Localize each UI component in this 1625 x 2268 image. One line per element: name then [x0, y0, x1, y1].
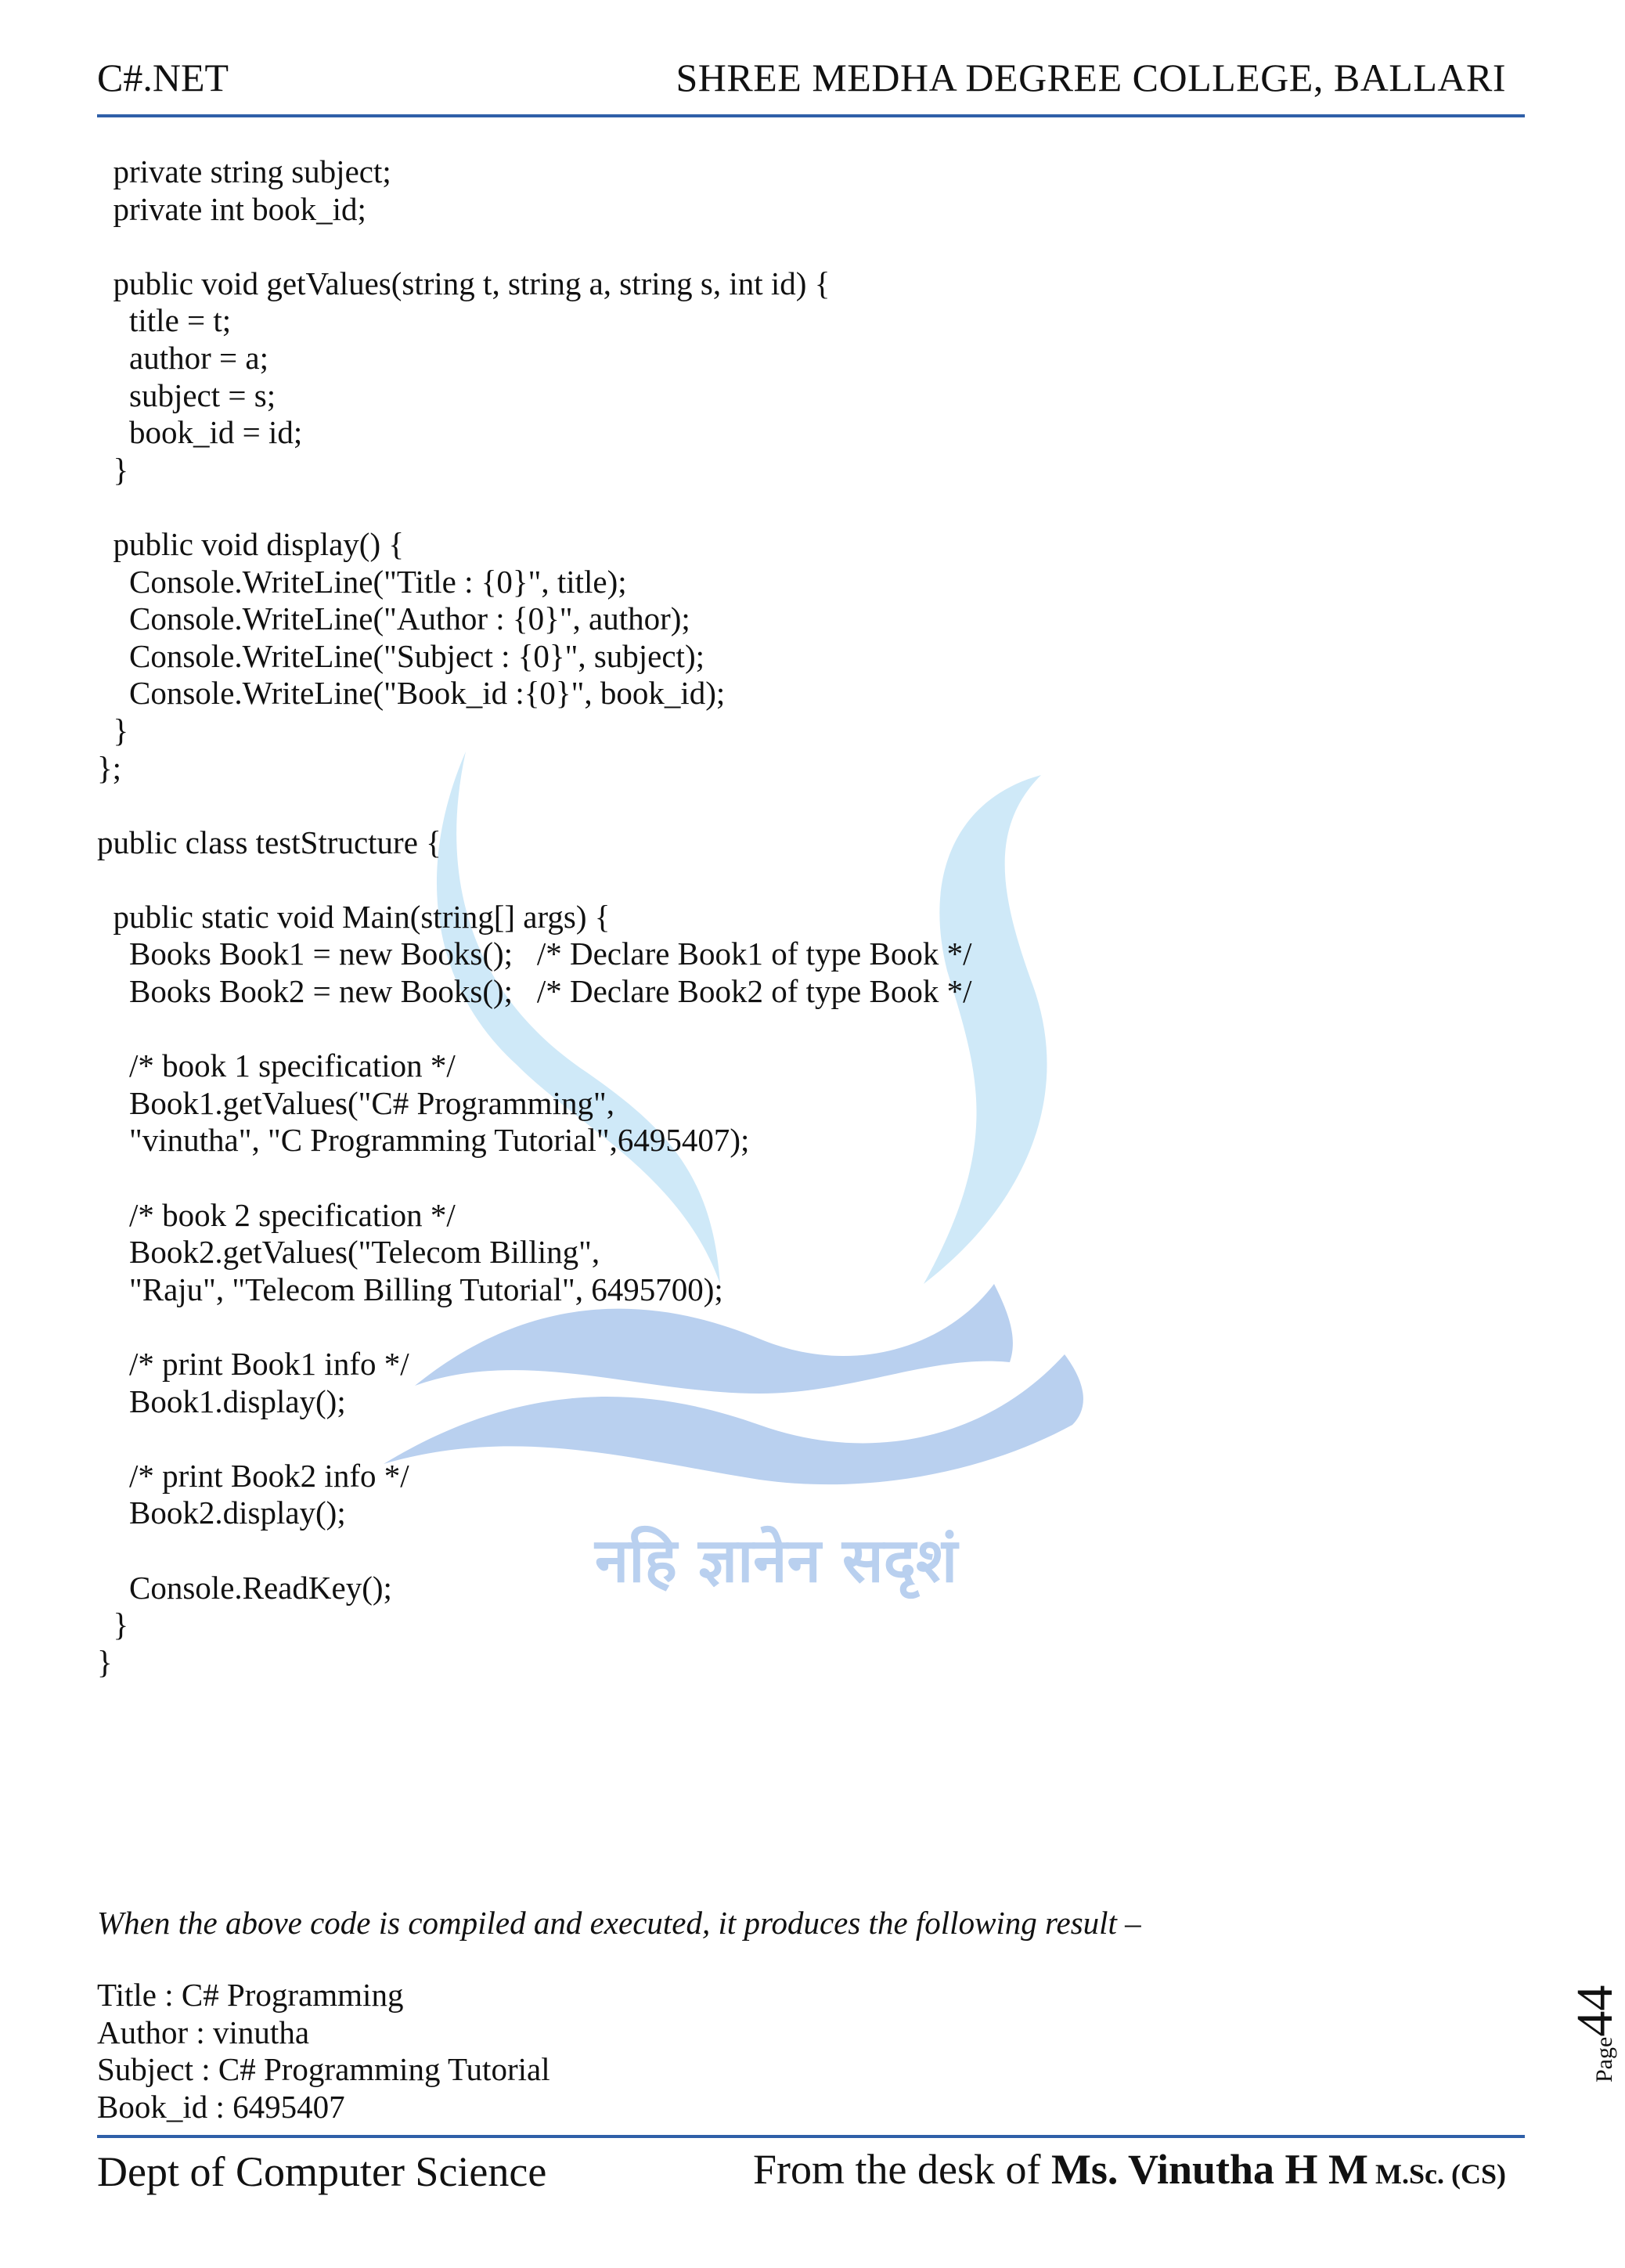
code-line [97, 228, 972, 265]
code-line: /* book 2 specification */ [97, 1196, 456, 1233]
program-output [97, 1977, 550, 2126]
code-line: } [97, 451, 129, 488]
code-listing [97, 153, 972, 1681]
code-line: Book2.display(); [97, 1495, 346, 1531]
code-line: Book2.getValues("Telecom Billing", [97, 1234, 600, 1271]
output-line: Book_id : 6495407 [97, 2088, 345, 2125]
footer-prefix: From the desk of [753, 2146, 1051, 2193]
code-line: author = a; [97, 339, 268, 376]
code-line: private int book_id; [97, 190, 366, 227]
code-line [97, 1011, 972, 1048]
code-line: Books Book2 = new Books(); /* Declare Book2 of type Book */ [97, 973, 972, 1010]
code-line: public class testStructure { [97, 824, 441, 860]
code-line: }; [97, 749, 122, 786]
code-line: "vinutha", "C Programming Tutorial",6495407); [97, 1122, 750, 1159]
code-line: } [97, 1643, 113, 1680]
code-line [97, 861, 972, 899]
page-prefix: Page [1591, 2036, 1617, 2082]
code-line: Book1.display(); [97, 1383, 346, 1419]
watermark-motto: नहि ज्ञानेन सदृशं [595, 1526, 958, 1596]
code-line: } [97, 712, 129, 748]
output-line: Title : C# Programming [97, 1977, 404, 2013]
code-line [97, 1308, 972, 1346]
code-line: title = t; [97, 302, 232, 339]
code-line: Console.WriteLine("Author : {0}", author); [97, 600, 690, 637]
page-number-value: 44 [1566, 1985, 1623, 2037]
code-line [97, 1159, 972, 1197]
code-line: Book1.getValues("C# Programming", [97, 1084, 614, 1121]
code-line: "Raju", "Telecom Billing Tutorial", 6495700); [97, 1271, 723, 1307]
header-subject: C#.NET [97, 56, 229, 99]
page-number [1566, 1985, 1623, 2082]
header-rule [97, 114, 1525, 117]
footer-author [753, 2145, 1506, 2194]
code-line: } [97, 1606, 129, 1643]
code-line: Books Book1 = new Books(); /* Declare Book1 of type Book */ [97, 936, 972, 972]
result-note: When the above code is compiled and executed, it produces the following result – [97, 1905, 1141, 1941]
footer-rule [97, 2135, 1525, 2138]
code-line: /* print Book2 info */ [97, 1457, 409, 1494]
header-college: SHREE MEDHA DEGREE COLLEGE, BALLARI [676, 56, 1506, 99]
code-line: /* print Book1 info */ [97, 1346, 409, 1382]
footer-department: Dept of Computer Science [97, 2148, 547, 2195]
output-line: Author : vinutha [97, 2014, 310, 2050]
code-line: public void getValues(string t, string a, string s, int id) { [97, 265, 831, 301]
author-degree: M.Sc. (CS) [1368, 2158, 1506, 2190]
code-line [97, 1532, 972, 1570]
code-line: book_id = id; [97, 414, 303, 451]
code-line: Console.WriteLine("Book_id :{0}", book_id); [97, 675, 726, 712]
author-name: Ms. Vinutha H M [1050, 2146, 1369, 2193]
code-line [97, 489, 972, 526]
code-line: Console.ReadKey(); [97, 1569, 392, 1606]
code-line: Console.WriteLine("Subject : {0}", subject); [97, 637, 704, 674]
code-line: public static void Main(string[] args) { [97, 898, 611, 935]
code-line: public void display() { [97, 525, 405, 562]
code-line: private string subject; [97, 153, 391, 189]
code-line: /* book 1 specification */ [97, 1047, 456, 1084]
output-line: Subject : C# Programming Tutorial [97, 2051, 550, 2088]
code-line [97, 787, 972, 824]
code-line: Console.WriteLine("Title : {0}", title); [97, 563, 627, 600]
code-line: subject = s; [97, 377, 276, 413]
code-line [97, 1420, 972, 1458]
